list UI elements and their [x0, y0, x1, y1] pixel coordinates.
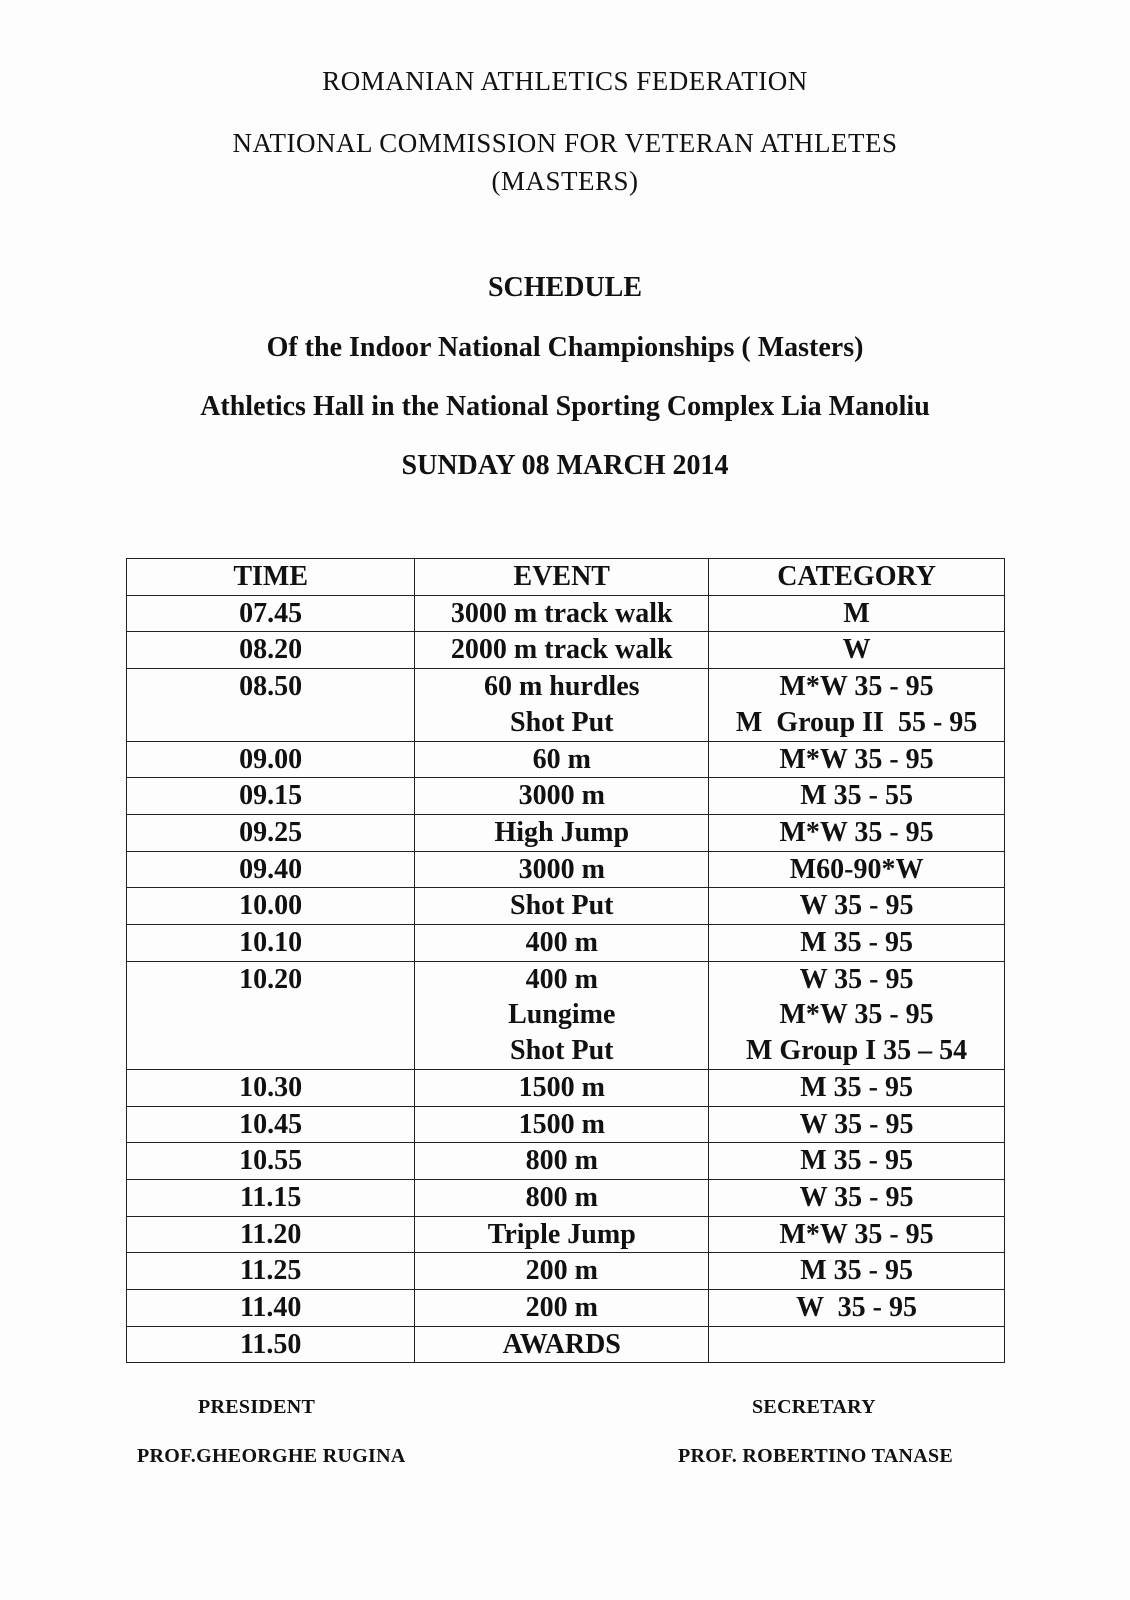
time-cell: [127, 595, 415, 632]
table-row: [127, 814, 1005, 851]
event-cell: [415, 961, 709, 1069]
time-cell: [127, 669, 415, 741]
time-cell: [127, 925, 415, 962]
category-value: M*W 35 - 95: [779, 1218, 934, 1250]
time-value: 11.50: [239, 1328, 302, 1360]
category-cell: [709, 925, 1005, 962]
time-cell: [127, 1106, 415, 1143]
category-value: M*W 35 - 95: [779, 816, 934, 848]
schedule-body: [127, 595, 1005, 1363]
category-cell: [709, 1106, 1005, 1143]
document-title: SCHEDULE: [487, 272, 643, 303]
event-name: 400 m: [525, 927, 598, 959]
category-cell: [709, 595, 1005, 632]
time-cell: [127, 888, 415, 925]
table-row: [127, 1106, 1005, 1143]
time-value: 08.50: [239, 671, 303, 703]
table-row: [127, 1326, 1005, 1363]
category-value: M60-90*W: [789, 853, 924, 885]
category-value: W 35 - 95: [796, 1292, 917, 1324]
time-cell: [127, 778, 415, 815]
time-value: 10.45: [239, 1108, 303, 1140]
time-value: 11.25: [239, 1255, 302, 1287]
event-cell: [415, 888, 709, 925]
time-cell: [127, 961, 415, 1069]
time-value: 09.15: [239, 780, 303, 812]
category-value: W 35 - 95: [799, 963, 914, 995]
category-cell: [709, 669, 1005, 741]
category-value: W 35 - 95: [799, 1108, 914, 1140]
time-cell: [127, 1216, 415, 1253]
event-name: Lungime: [508, 999, 616, 1031]
category-value: M 35 - 55: [800, 780, 913, 812]
category-value: W 35 - 95: [799, 1181, 914, 1213]
category-cell: [709, 888, 1005, 925]
event-cell: [415, 1106, 709, 1143]
category-cell: [709, 1290, 1005, 1327]
time-value: 11.15: [239, 1181, 302, 1213]
event-cell: [415, 1290, 709, 1327]
category-value: M*W 35 - 95: [779, 999, 934, 1031]
table-row: [127, 925, 1005, 962]
time-value: 09.00: [239, 743, 303, 775]
event-cell: [415, 741, 709, 778]
category-cell: [709, 1326, 1005, 1363]
secretary-name: PROF. ROBERTINO TANASE: [678, 1445, 954, 1467]
event-name: 800 m: [525, 1181, 598, 1213]
event-name: 400 m: [525, 963, 598, 995]
president-title: PRESIDENT: [198, 1396, 316, 1418]
event-cell: [415, 669, 709, 741]
category-value: M*W 35 - 95: [779, 671, 934, 703]
event-name: 200 m: [525, 1292, 598, 1324]
event-name: Shot Put: [510, 890, 614, 922]
table-row: [127, 741, 1005, 778]
category-value: M 35 - 95: [800, 1255, 913, 1287]
event-name: 2000 m track walk: [450, 634, 673, 666]
time-cell: [127, 1326, 415, 1363]
column-header-time: TIME: [127, 559, 415, 596]
table-row: [127, 1143, 1005, 1180]
category-cell: [709, 1253, 1005, 1290]
table-row: [127, 1290, 1005, 1327]
president-name: PROF.GHEORGHE RUGINA: [137, 1445, 406, 1467]
time-cell: [127, 814, 415, 851]
category-cell: [709, 1179, 1005, 1216]
table-row: [127, 888, 1005, 925]
category-cell: [709, 1143, 1005, 1180]
commission-name: NATIONAL COMMISSION FOR VETERAN ATHLETES: [232, 128, 898, 158]
table-row: [127, 1069, 1005, 1106]
event-cell: [415, 1253, 709, 1290]
event-date: SUNDAY 08 MARCH 2014: [401, 450, 729, 481]
category-cell: [709, 1069, 1005, 1106]
table-row: [127, 669, 1005, 741]
org-name: ROMANIAN ATHLETICS FEDERATION: [322, 66, 808, 96]
time-cell: [127, 1179, 415, 1216]
category-value: M Group II 55 - 95: [735, 706, 978, 738]
event-cell: [415, 925, 709, 962]
category-value: M 35 - 95: [800, 1071, 913, 1103]
category-value: M Group I 35 – 54: [745, 1035, 968, 1067]
event-cell: [415, 778, 709, 815]
time-cell: [127, 1069, 415, 1106]
category-value: M 35 - 95: [800, 1145, 913, 1177]
event-name: Shot Put: [510, 706, 614, 738]
event-cell: [415, 1216, 709, 1253]
table-row: [127, 632, 1005, 669]
category-cell: [709, 778, 1005, 815]
event-cell: [415, 851, 709, 888]
event-name: 60 m hurdles: [483, 671, 640, 703]
event-cell: [415, 1143, 709, 1180]
event-name: 200 m: [525, 1255, 598, 1287]
event-cell: [415, 1179, 709, 1216]
event-cell: [415, 595, 709, 632]
event-name: 800 m: [525, 1145, 598, 1177]
category-cell: [709, 851, 1005, 888]
category-cell: [709, 632, 1005, 669]
time-cell: [127, 741, 415, 778]
time-cell: [127, 632, 415, 669]
commission-subtitle: (MASTERS): [491, 166, 639, 196]
table-row: [127, 1216, 1005, 1253]
time-value: 10.30: [239, 1071, 303, 1103]
table-row: [127, 961, 1005, 1069]
category-value: M 35 - 95: [800, 927, 913, 959]
category-value: M: [843, 597, 870, 629]
time-value: 07.45: [239, 597, 303, 629]
event-name: 3000 m: [518, 853, 605, 885]
category-cell: [709, 814, 1005, 851]
category-cell: [709, 741, 1005, 778]
time-value: 10.00: [239, 890, 303, 922]
event-name: Triple Jump: [487, 1218, 636, 1250]
event-name: 1500 m: [518, 1071, 605, 1103]
category-value: M*W 35 - 95: [779, 743, 934, 775]
time-cell: [127, 1143, 415, 1180]
table-row: [127, 595, 1005, 632]
column-header-category: CATEGORY: [709, 559, 1005, 596]
time-value: 10.10: [239, 927, 303, 959]
time-value: 09.40: [239, 853, 303, 885]
table-row: [127, 1179, 1005, 1216]
time-value: 09.25: [239, 816, 303, 848]
table-row: [127, 778, 1005, 815]
event-name: 60 m: [532, 743, 591, 775]
time-value: 10.55: [239, 1145, 303, 1177]
event-name: High Jump: [494, 816, 630, 848]
category-cell: [709, 1216, 1005, 1253]
event-cell: [415, 1326, 709, 1363]
category-cell: [709, 961, 1005, 1069]
event-cell: [415, 814, 709, 851]
category-value: W 35 - 95: [799, 890, 914, 922]
time-value: 08.20: [239, 634, 303, 666]
time-cell: [127, 1253, 415, 1290]
category-value: W: [842, 634, 871, 666]
schedule-table: [126, 558, 1005, 1363]
event-name: 3000 m track walk: [450, 597, 673, 629]
time-cell: [127, 1290, 415, 1327]
event-cell: [415, 1069, 709, 1106]
secretary-title: SECRETARY: [752, 1396, 876, 1418]
event-cell: [415, 632, 709, 669]
venue: Athletics Hall in the National Sporting Complex Lia Manoliu: [200, 391, 930, 422]
column-header-event: EVENT: [415, 559, 709, 596]
event-name: 3000 m: [518, 780, 605, 812]
table-row: [127, 851, 1005, 888]
event-name: 1500 m: [518, 1108, 605, 1140]
event-name: Shot Put: [510, 1035, 614, 1067]
category-value: [709, 1327, 1004, 1363]
time-value: 10.20: [239, 963, 303, 995]
time-value: 11.20: [239, 1218, 302, 1250]
event-name: Of the Indoor National Championships ( Masters): [266, 332, 864, 363]
time-value: 11.40: [239, 1292, 302, 1324]
table-row: [127, 1253, 1005, 1290]
time-cell: [127, 851, 415, 888]
table-header-row: [127, 559, 1005, 596]
event-name: AWARDS: [502, 1328, 621, 1360]
